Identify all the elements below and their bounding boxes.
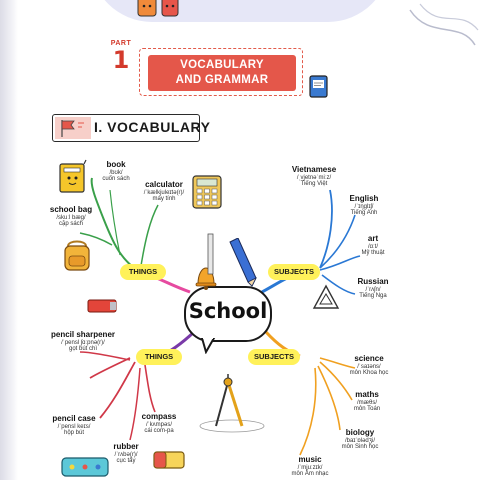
meaning-science: môn Khoa học — [349, 370, 389, 377]
word-maths: maths — [355, 390, 379, 399]
node-music — [282, 456, 338, 478]
ipa-music: /ˈmjuːzɪk/ — [297, 464, 323, 471]
word-school-bag: school bag — [49, 205, 93, 214]
tag-subjects-top: SUBJECTS — [268, 264, 320, 280]
center-word: School — [188, 299, 268, 323]
part-number: 1 — [112, 46, 130, 74]
part-title-line2: AND GRAMMAR — [175, 74, 269, 86]
word-calculator: calculator — [145, 180, 183, 189]
meaning-biology: môn Sinh học — [341, 444, 379, 451]
node-pencil-case — [46, 415, 102, 437]
word-biology: biology — [345, 428, 375, 437]
meaning-art: Mỹ thuật — [361, 250, 385, 257]
ipa-rubber: /ˈrʌbə(r)/ — [114, 451, 138, 458]
ipa-art: /ɑːt/ — [367, 243, 378, 250]
node-compass — [132, 413, 186, 435]
node-pencil-sharpener — [42, 331, 124, 353]
word-rubber: rubber — [113, 442, 139, 451]
meaning-compass: cái com-pa — [144, 428, 174, 435]
meaning-maths: môn Toán — [353, 406, 381, 413]
word-art: art — [367, 234, 379, 243]
meaning-pencil-sharpener: gọt bút chì — [68, 346, 98, 353]
ipa-calculator: /ˈkælkjuleɪtə(r)/ — [143, 189, 185, 196]
word-pencil-case: pencil case — [52, 414, 96, 423]
section-title: I. VOCABULARY — [94, 119, 211, 135]
node-vietnamese — [282, 166, 346, 188]
word-science: science — [354, 354, 384, 363]
ipa-compass: /ˈkʌmpəs/ — [145, 421, 172, 428]
node-biology — [332, 429, 388, 451]
ipa-science: /ˈsaɪəns/ — [357, 363, 381, 370]
word-book: book — [106, 160, 126, 169]
tag-things-bottom: THINGS — [136, 349, 182, 365]
meaning-calculator: máy tính — [152, 196, 176, 203]
ipa-pencil-sharpener: /ˈpensl ʃɑːpnə(r)/ — [61, 339, 105, 346]
node-calculator — [136, 181, 192, 203]
meaning-english: Tiếng Anh — [350, 210, 378, 217]
node-school-bag — [46, 206, 96, 228]
node-book — [94, 161, 138, 183]
node-maths — [342, 391, 392, 413]
bubble-tail — [200, 338, 220, 354]
ipa-biology: /baɪˈɒlədʒi/ — [344, 437, 376, 444]
meaning-rubber: cục tẩy — [116, 458, 136, 465]
node-art — [352, 235, 394, 257]
word-russian: Russian — [357, 277, 389, 286]
word-vietnamese: Vietnamese — [291, 165, 337, 174]
meaning-russian: Tiếng Nga — [359, 293, 387, 300]
ipa-english: /ˈɪŋglɪʃ/ — [354, 203, 374, 210]
word-compass: compass — [141, 412, 177, 421]
triangle-ruler-icon — [310, 282, 342, 312]
meaning-school-bag: cặp sách — [58, 221, 83, 228]
word-english: English — [349, 194, 379, 203]
sharpener-icon — [84, 296, 122, 316]
ipa-book: /bʊk/ — [109, 169, 123, 176]
ipa-russian: /ˈrʌʃn/ — [365, 286, 381, 293]
node-russian — [350, 278, 396, 300]
meaning-music: môn Âm nhạc — [291, 471, 329, 478]
ruler-icon — [206, 232, 216, 278]
books-icon — [56, 156, 90, 196]
tag-things-top: THINGS — [120, 264, 166, 280]
word-pencil-sharpener: pencil sharpener — [50, 330, 116, 339]
ipa-pencil-case: /ˈpensl keɪs/ — [57, 423, 91, 430]
ipa-school-bag: /skuːl bæg/ — [56, 214, 86, 221]
rubber-icon — [150, 448, 188, 472]
calculator-icon — [190, 174, 226, 212]
part-label: PART — [110, 40, 132, 47]
schoolbag-icon — [60, 238, 96, 274]
meaning-pencil-case: hộp bút — [63, 430, 85, 437]
tag-subjects-bottom: SUBJECTS — [248, 349, 300, 365]
meaning-vietnamese: Tiếng Việt — [300, 181, 328, 188]
pencil-icon — [226, 238, 260, 290]
pencilcase-icon — [58, 452, 114, 480]
ipa-maths: /mæθs/ — [356, 399, 377, 406]
ipa-vietnamese: /ˌvjetnəˈmiːz/ — [296, 174, 332, 181]
node-english — [340, 195, 388, 217]
part-title-line1: VOCABULARY — [180, 59, 264, 71]
compass-icon — [198, 374, 268, 436]
node-science — [340, 355, 398, 377]
meaning-book: cuốn sách — [102, 176, 130, 183]
word-music: music — [298, 455, 322, 464]
